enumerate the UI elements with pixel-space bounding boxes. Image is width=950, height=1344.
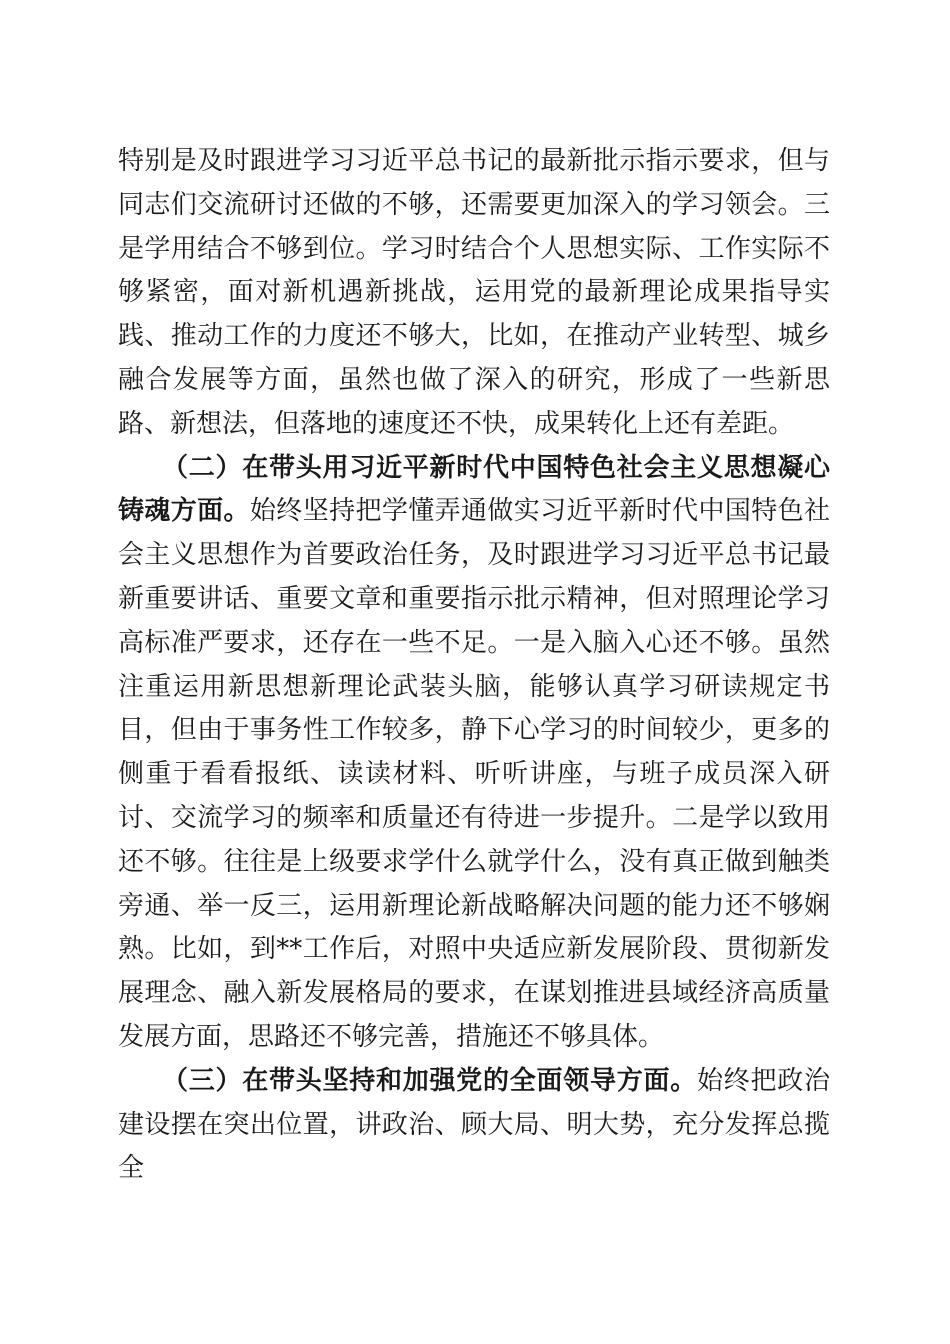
paragraph-body-text: 特别是及时跟进学习习近平总书记的最新批示指示要求，但与同志们交流研讨还做的不够，还需要更加深入的学习领会。三是学用结合不够到位。学习时结合个人思想实际、工作实际不够紧密，面对新机遇新挑战，运用党的最新理论成果指导实践、推动工作的力度还不够大，比如，在推动产业转型、城乡融合发展等方面，虽然也做了深入的研究，形成了一些新思路、新想法，但落地的速度还不快，成果转化上还有差距。 <box>118 146 830 439</box>
paragraph-section-three <box>118 1060 830 1191</box>
section-three-body-text: 始终把政治建设摆在突出位置，讲政治、顾大局、明大势，充分发挥总揽全 <box>118 1065 830 1184</box>
paragraph-continuation <box>118 140 830 447</box>
document-body <box>118 140 830 1191</box>
paragraph-section-two <box>118 447 830 1060</box>
section-three-heading: （三）在带头坚持和加强党的全面领导方面。 <box>162 1065 697 1096</box>
section-two-heading: （二）在带头用习近平新时代中国特色社会主义思想凝心铸魂方面。 <box>118 452 830 527</box>
section-two-body-text: 始终坚持把学懂弄通做实习近平新时代中国特色社会主义思想作为首要政治任务，及时跟进学习习近平总书记最新重要讲话、重要文章和重要指示批示精神，但对照理论学习高标准严要求，还存在一些不足。一是入脑入心还不够。虽然注重运用新思想新理论武装头脑，能够认真学习研读规定书目，但由于事务性工作较多，静下心学习的时间较少，更多的侧重于看看报纸、读读材料、听听讲座，与班子成员深入研讨、交流学习的频率和质量还有待进一步提升。二是学以致用还不够。往往是上级要求学什么就学什么，没有真正做到触类旁通、举一反三，运用新理论新战略解决问题的能力还不够娴熟。比如，到**工作后，对照中央适应新发展阶段、贯彻新发展理念、融入新发展格局的要求，在谋划推进县域经济高质量发展方面，思路还不够完善，措施还不够具体。 <box>118 496 830 1052</box>
